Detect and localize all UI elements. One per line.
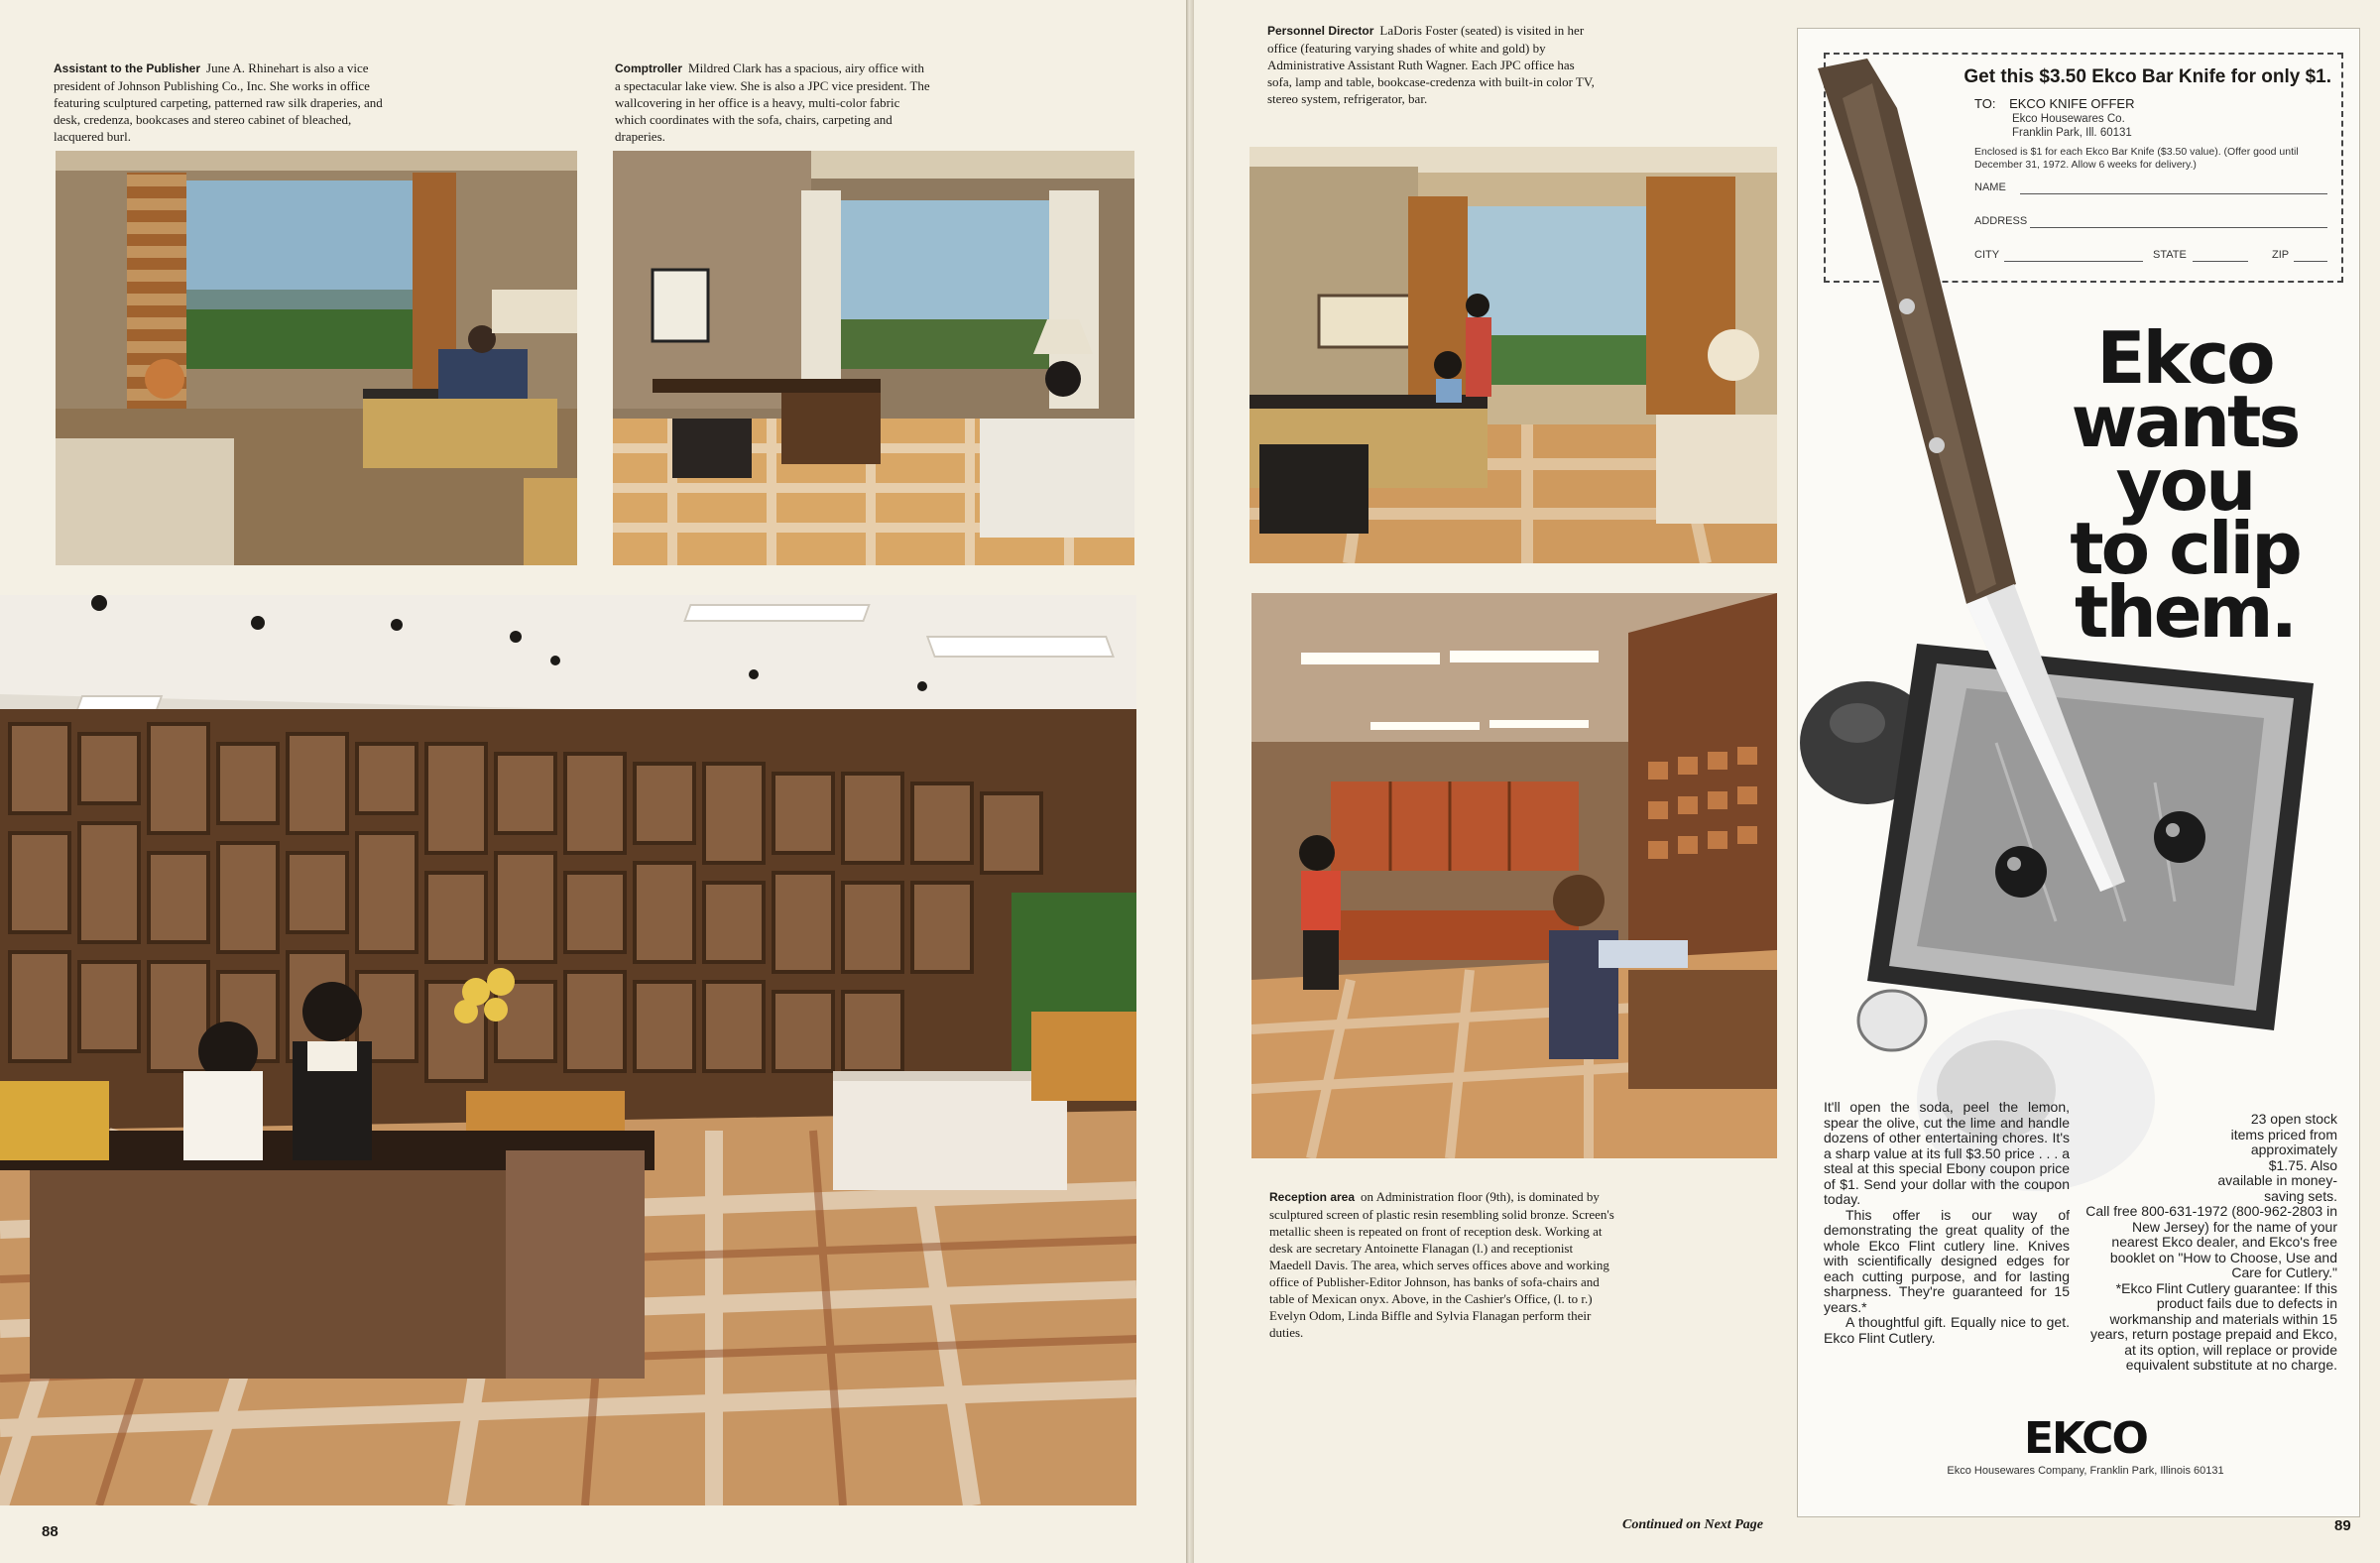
photo-reception-area <box>0 595 1136 1505</box>
caption-personnel-text: LaDoris Foster (seated) is visited in her office (featuring varying shades of white and gold) by Administrative Assistant Ruth Wagner. Each JPC office has sofa, lamp and table, bookcase-credenza with built-in color TV, stereo system, refrigerator, bar. <box>1267 23 1595 106</box>
caption-publisher <box>54 60 391 145</box>
ad-body-right-p3: *Ekco Flint Cutlery guarantee: If this product fails due to defects in workmanship and materials within 15 years, return postage prepaid and Ekco, at its option, will replace or provide equivalent substitute at no charge. <box>2089 1279 2337 1373</box>
photo-cashiers-office <box>1251 593 1777 1158</box>
coupon-to-line2: Ekco Housewares Co. <box>2012 113 2125 125</box>
continued-on-next-page: Continued on Next Page <box>1622 1517 1763 1532</box>
ekco-footer: Ekco Housewares Company, Franklin Park, Illinois 60131 <box>1947 1465 2224 1477</box>
ad-body-left-p2: This offer is our way of demonstrating the great quality of the whole Ekco Flint cutlery line. Knives with scientifically designed edges for each cutting purpose, and for lasting sharpness. They're guaranteed for 15 years.* <box>1824 1206 2070 1315</box>
coupon-to-line1: EKCO KNIFE OFFER <box>2009 96 2135 111</box>
ad-headline <box>2026 316 2343 654</box>
ad-headline-line-1: Ekco <box>2096 316 2273 400</box>
coupon-state-label: STATE <box>2153 249 2187 261</box>
left-page <box>0 0 1186 1563</box>
caption-personnel-title: Personnel Director <box>1267 24 1374 38</box>
coupon-zip-label: ZIP <box>2272 249 2290 261</box>
coupon-city-label: CITY <box>1974 249 2000 261</box>
caption-comptroller <box>615 60 932 145</box>
caption-reception-text: on Administration floor (9th), is dominated by sculptured screen of plastic resin resembling solid bronze. Screen's metallic sheen is repeated on front of reception desk. Working at desk are secretary Antoinette Flanagan (l.) and receptionist Maedell Davis. The area, which serves offices above and working office of Publisher-Editor Johnson, has banks of sofa-chairs and table of Mexican onyx. Above, in the Cashier's Office, (l. to r.) Evelyn Odom, Linda Biffle and Sylvia Flanagan perform their duties. <box>1269 1189 1614 1340</box>
caption-reception <box>1269 1188 1616 1341</box>
ad-headline-line-4: them. <box>2075 570 2295 654</box>
coupon-to-line3: Franklin Park, Ill. 60131 <box>2012 127 2132 139</box>
coupon-to-label: TO: <box>1974 96 1996 111</box>
ad-headline-line-2: wants you <box>2071 380 2299 527</box>
photo-publisher-office <box>56 151 577 565</box>
photo-comptroller-office <box>613 151 1134 565</box>
ad-body-right-p2: Call free 800-631-1972 (800-962-2803 in New Jersey) for the name of your nearest Ekco dealer, and Ekco's free booklet on "How to Choose, Use and Care for Cutlery." <box>2085 1203 2337 1280</box>
caption-publisher-title: Assistant to the Publisher <box>54 61 201 75</box>
ad-body-right-p1: 23 open stock items priced from approximately $1.75. Also available in money-saving sets. <box>2217 1111 2337 1204</box>
caption-comptroller-text: Mildred Clark has a spacious, airy office with a spectacular lake view. She is also a JPC vice president. The wallcovering in her office is a heavy, multi-color fabric which coordinates with the sofa, chairs, carpeting and draperies. <box>615 60 930 144</box>
ad-body-left-p3: A thoughtful gift. Equally nice to get. Ekco Flint Cutlery. <box>1824 1314 2070 1346</box>
ad-body-right <box>2085 1112 2337 1374</box>
ad-headline-line-3: to clip <box>2070 507 2300 590</box>
caption-reception-title: Reception area <box>1269 1190 1356 1204</box>
ad-body-left-p1: It'll open the soda, peel the lemon, spear the olive, cut the lime and handle dozens of other entertaining chores. It's a sharp value at its full $3.50 price . . . a steal at this special Ebony coupon price of $1. Send your dollar with the coupon today. <box>1824 1099 2070 1207</box>
coupon-address-label: ADDRESS <box>1974 215 2028 227</box>
photo-personnel-office <box>1250 147 1777 563</box>
caption-personnel <box>1267 22 1595 107</box>
caption-publisher-text: June A. Rhinehart is also a vice president of Johnson Publishing Co., Inc. She works in office featuring sculptured carpeting, patterned raw silk draperies, and desk, credenza, bookcases and stereo cabinet of bleached, lacquered burl. <box>54 60 383 144</box>
page-number-left: 88 <box>42 1523 59 1540</box>
ekco-logo: EKCO <box>2024 1413 2147 1464</box>
coupon-name-label: NAME <box>1974 181 2006 193</box>
spine-gutter <box>1186 0 1194 1563</box>
coupon-enclosed-text: Enclosed is $1 for each Ekco Bar Knife ($3.50 value). (Offer good until December 31, 1972. Allow 6 weeks for delivery.) <box>1974 146 2299 171</box>
caption-comptroller-title: Comptroller <box>615 61 683 75</box>
coupon-headline: Get this $3.50 Ekco Bar Knife for only $1. <box>1964 66 2331 87</box>
page-number-right: 89 <box>2334 1517 2351 1534</box>
ad-body-left <box>1824 1100 2070 1346</box>
ekco-advertisement <box>1797 28 2360 1517</box>
